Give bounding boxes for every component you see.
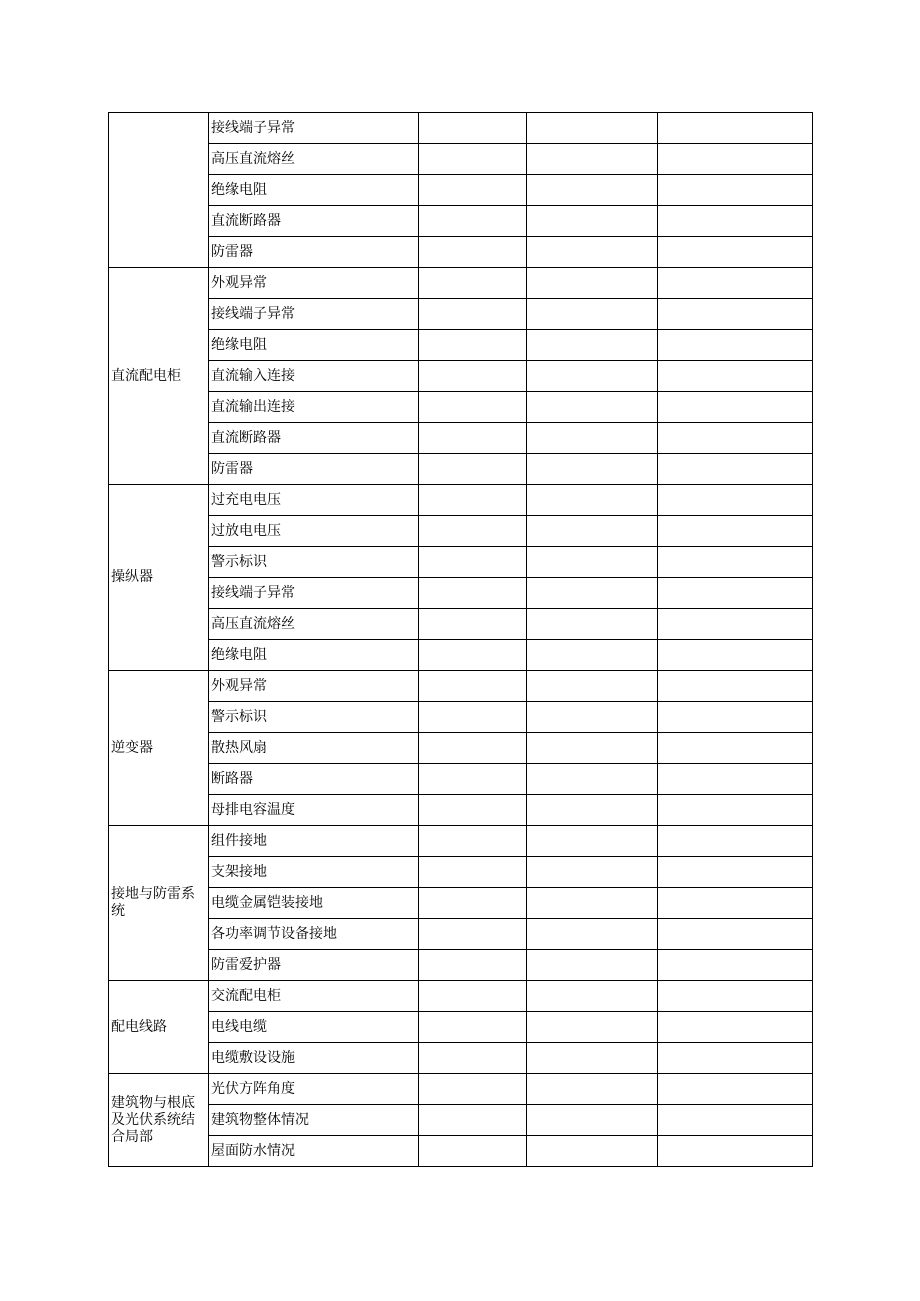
empty-cell[interactable] [419, 1043, 527, 1074]
empty-cell[interactable] [527, 330, 658, 361]
empty-cell[interactable] [658, 1012, 813, 1043]
item-cell: 电缆敷设设施 [209, 1043, 419, 1074]
empty-cell[interactable] [658, 826, 813, 857]
empty-cell[interactable] [658, 578, 813, 609]
empty-cell[interactable] [419, 950, 527, 981]
category-cell: 建筑物与根底及光伏系统结合局部 [109, 1074, 209, 1167]
empty-cell[interactable] [527, 1105, 658, 1136]
empty-cell[interactable] [527, 702, 658, 733]
item-cell: 接线端子异常 [209, 578, 419, 609]
empty-cell[interactable] [527, 640, 658, 671]
empty-cell[interactable] [527, 795, 658, 826]
item-cell: 警示标识 [209, 547, 419, 578]
table-row [109, 578, 813, 609]
empty-cell[interactable] [419, 888, 527, 919]
empty-cell[interactable] [527, 981, 658, 1012]
table-row [109, 547, 813, 578]
empty-cell[interactable] [658, 640, 813, 671]
inspection-table-body [109, 113, 813, 1167]
empty-cell[interactable] [658, 268, 813, 299]
empty-cell[interactable] [658, 919, 813, 950]
empty-cell[interactable] [419, 640, 527, 671]
table-row [109, 950, 813, 981]
empty-cell[interactable] [527, 237, 658, 268]
item-cell: 建筑物整体情况 [209, 1105, 419, 1136]
category-cell: 接地与防雷系统 [109, 826, 209, 981]
table-row [109, 330, 813, 361]
table-row [109, 702, 813, 733]
item-cell: 外观异常 [209, 268, 419, 299]
empty-cell[interactable] [527, 1074, 658, 1105]
empty-cell[interactable] [658, 702, 813, 733]
item-cell: 高压直流熔丝 [209, 144, 419, 175]
empty-cell[interactable] [419, 981, 527, 1012]
item-cell: 支架接地 [209, 857, 419, 888]
item-cell: 接线端子异常 [209, 299, 419, 330]
empty-cell[interactable] [419, 826, 527, 857]
item-cell: 绝缘电阻 [209, 330, 419, 361]
empty-cell[interactable] [658, 423, 813, 454]
category-cell: 操纵器 [109, 485, 209, 671]
empty-cell[interactable] [527, 175, 658, 206]
item-cell: 警示标识 [209, 702, 419, 733]
item-cell: 电线电缆 [209, 1012, 419, 1043]
empty-cell[interactable] [658, 206, 813, 237]
empty-cell[interactable] [527, 423, 658, 454]
table-row [109, 1012, 813, 1043]
item-cell: 光伏方阵角度 [209, 1074, 419, 1105]
item-cell: 过放电电压 [209, 516, 419, 547]
empty-cell[interactable] [527, 268, 658, 299]
empty-cell[interactable] [658, 516, 813, 547]
empty-cell[interactable] [527, 1043, 658, 1074]
item-cell: 组件接地 [209, 826, 419, 857]
empty-cell[interactable] [419, 764, 527, 795]
item-cell: 直流断路器 [209, 423, 419, 454]
table-row [109, 733, 813, 764]
empty-cell[interactable] [658, 1136, 813, 1167]
empty-cell[interactable] [419, 113, 527, 144]
empty-cell[interactable] [658, 175, 813, 206]
empty-cell[interactable] [419, 919, 527, 950]
empty-cell[interactable] [527, 485, 658, 516]
empty-cell[interactable] [658, 547, 813, 578]
table-row [109, 113, 813, 144]
item-cell: 直流输入连接 [209, 361, 419, 392]
inspection-table [108, 112, 813, 1167]
empty-cell[interactable] [419, 175, 527, 206]
table-row [109, 1136, 813, 1167]
item-cell: 绝缘电阻 [209, 640, 419, 671]
empty-cell[interactable] [527, 454, 658, 485]
empty-cell[interactable] [527, 361, 658, 392]
empty-cell[interactable] [419, 1136, 527, 1167]
item-cell: 防雷器 [209, 454, 419, 485]
item-cell: 电缆金属铠装接地 [209, 888, 419, 919]
empty-cell[interactable] [658, 392, 813, 423]
table-row [109, 268, 813, 299]
empty-cell[interactable] [658, 888, 813, 919]
item-cell: 直流断路器 [209, 206, 419, 237]
empty-cell[interactable] [527, 733, 658, 764]
table-row [109, 516, 813, 547]
empty-cell[interactable] [419, 702, 527, 733]
empty-cell[interactable] [658, 330, 813, 361]
table-row [109, 144, 813, 175]
empty-cell[interactable] [658, 981, 813, 1012]
empty-cell[interactable] [419, 392, 527, 423]
table-row [109, 392, 813, 423]
table-row [109, 454, 813, 485]
table-row [109, 206, 813, 237]
empty-cell[interactable] [527, 547, 658, 578]
table-row [109, 919, 813, 950]
empty-cell[interactable] [527, 144, 658, 175]
empty-cell[interactable] [527, 764, 658, 795]
table-row [109, 671, 813, 702]
empty-cell[interactable] [658, 764, 813, 795]
empty-cell[interactable] [658, 113, 813, 144]
table-row [109, 640, 813, 671]
item-cell: 断路器 [209, 764, 419, 795]
item-cell: 母排电容温度 [209, 795, 419, 826]
table-row [109, 299, 813, 330]
empty-cell[interactable] [419, 485, 527, 516]
item-cell: 高压直流熔丝 [209, 609, 419, 640]
table-row [109, 764, 813, 795]
empty-cell[interactable] [419, 268, 527, 299]
empty-cell[interactable] [527, 113, 658, 144]
empty-cell[interactable] [527, 826, 658, 857]
empty-cell[interactable] [419, 578, 527, 609]
empty-cell[interactable] [419, 299, 527, 330]
category-cell: 逆变器 [109, 671, 209, 826]
empty-cell[interactable] [658, 485, 813, 516]
empty-cell[interactable] [658, 361, 813, 392]
category-cell: 配电线路 [109, 981, 209, 1074]
empty-cell[interactable] [419, 609, 527, 640]
item-cell: 直流输出连接 [209, 392, 419, 423]
item-cell: 防雷器 [209, 237, 419, 268]
empty-cell[interactable] [658, 609, 813, 640]
table-row [109, 609, 813, 640]
table-row [109, 981, 813, 1012]
empty-cell[interactable] [527, 609, 658, 640]
empty-cell[interactable] [527, 1136, 658, 1167]
empty-cell[interactable] [658, 733, 813, 764]
empty-cell[interactable] [419, 733, 527, 764]
empty-cell[interactable] [527, 392, 658, 423]
item-cell: 散热风扇 [209, 733, 419, 764]
empty-cell[interactable] [527, 206, 658, 237]
empty-cell[interactable] [658, 144, 813, 175]
table-row [109, 1105, 813, 1136]
item-cell: 各功率调节设备接地 [209, 919, 419, 950]
item-cell: 绝缘电阻 [209, 175, 419, 206]
empty-cell[interactable] [658, 454, 813, 485]
empty-cell[interactable] [419, 206, 527, 237]
empty-cell[interactable] [658, 1043, 813, 1074]
empty-cell[interactable] [419, 516, 527, 547]
item-cell: 过充电电压 [209, 485, 419, 516]
empty-cell[interactable] [527, 919, 658, 950]
empty-cell[interactable] [419, 857, 527, 888]
table-row [109, 175, 813, 206]
empty-cell[interactable] [527, 857, 658, 888]
table-row [109, 826, 813, 857]
empty-cell[interactable] [419, 1105, 527, 1136]
empty-cell[interactable] [658, 299, 813, 330]
empty-cell[interactable] [419, 1074, 527, 1105]
empty-cell[interactable] [419, 454, 527, 485]
empty-cell[interactable] [658, 795, 813, 826]
empty-cell[interactable] [419, 144, 527, 175]
empty-cell[interactable] [658, 237, 813, 268]
empty-cell[interactable] [658, 671, 813, 702]
empty-cell[interactable] [527, 888, 658, 919]
item-cell: 防雷爱护器 [209, 950, 419, 981]
item-cell: 交流配电柜 [209, 981, 419, 1012]
empty-cell[interactable] [419, 330, 527, 361]
empty-cell[interactable] [419, 237, 527, 268]
empty-cell[interactable] [658, 857, 813, 888]
empty-cell[interactable] [419, 795, 527, 826]
table-row [109, 237, 813, 268]
item-cell: 接线端子异常 [209, 113, 419, 144]
empty-cell[interactable] [527, 299, 658, 330]
empty-cell[interactable] [527, 516, 658, 547]
table-row [109, 1074, 813, 1105]
empty-cell[interactable] [419, 361, 527, 392]
empty-cell[interactable] [419, 547, 527, 578]
empty-cell[interactable] [658, 1105, 813, 1136]
empty-cell[interactable] [419, 1012, 527, 1043]
table-row [109, 361, 813, 392]
empty-cell[interactable] [527, 950, 658, 981]
empty-cell[interactable] [658, 1074, 813, 1105]
category-cell: 直流配电柜 [109, 268, 209, 485]
empty-cell[interactable] [658, 950, 813, 981]
empty-cell[interactable] [527, 1012, 658, 1043]
item-cell: 外观异常 [209, 671, 419, 702]
table-row [109, 1043, 813, 1074]
empty-cell[interactable] [419, 671, 527, 702]
table-row [109, 888, 813, 919]
empty-cell[interactable] [527, 578, 658, 609]
table-row [109, 857, 813, 888]
table-row [109, 423, 813, 454]
empty-cell[interactable] [419, 423, 527, 454]
table-row [109, 795, 813, 826]
empty-cell[interactable] [527, 671, 658, 702]
item-cell: 屋面防水情况 [209, 1136, 419, 1167]
category-cell [109, 113, 209, 268]
table-row [109, 485, 813, 516]
